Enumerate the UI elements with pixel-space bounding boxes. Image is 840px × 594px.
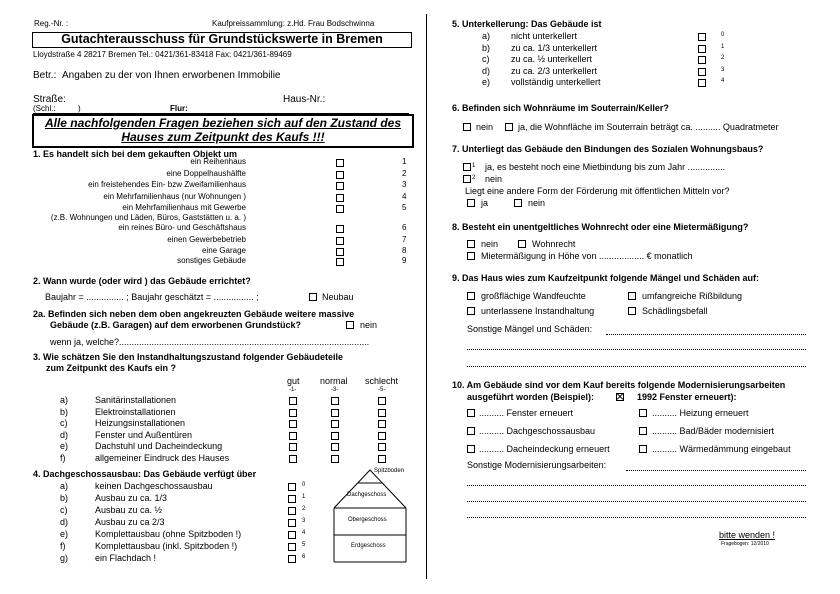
q10-line-2: ausgeführt worden (Beispiel):: [467, 392, 595, 402]
q4-option-label: Ausbau zu ca. ½: [95, 505, 163, 515]
q6-ja-checkbox[interactable]: [505, 123, 513, 131]
q4-option-letter: g): [60, 553, 69, 563]
q3-row-label: allgemeiner Eindruck des Hauses: [95, 452, 230, 463]
q4-option-number: 6: [302, 554, 306, 560]
q10-example-checked-box: [616, 393, 624, 401]
schl-label: (Schl.:: [33, 104, 56, 113]
q3-schlecht-checkbox[interactable]: [378, 455, 386, 463]
q7-opt2-label: nein: [485, 174, 503, 184]
notice-line-1: Alle nachfolgenden Fragen beziehen sich auf den Zustand des: [44, 116, 402, 130]
bitte-wenden: bitte wenden !: [719, 530, 776, 540]
q2-title: 2. Wann wurde (oder wird ) das Gebäude errichtet?: [33, 276, 251, 286]
q10-sonstige-line-1[interactable]: [626, 470, 806, 472]
q3-row-letter: e): [60, 441, 69, 451]
q8-wohnrecht-label: Wohnrecht: [532, 239, 576, 249]
q10-item-5: .......... Wärmedämmung eingebaut: [652, 444, 791, 454]
q2-neubau-checkbox[interactable]: [309, 293, 317, 301]
q5-option-checkbox[interactable]: [698, 45, 706, 53]
q4-option-checkbox[interactable]: [288, 495, 296, 503]
q3-col-gut: gut: [287, 376, 300, 386]
q9-sonstige-line-1[interactable]: [606, 334, 806, 336]
q1-option-number: 9: [402, 256, 407, 265]
q4-option-checkbox[interactable]: [288, 519, 296, 527]
q3-col-schlecht: schlecht: [365, 376, 399, 386]
q3-schlecht-checkbox[interactable]: [378, 420, 386, 428]
q1-option-number: 1: [402, 157, 407, 166]
q1-option-number: 3: [402, 180, 407, 189]
q2a-line-1: 2a. Befinden sich neben dem oben angekreuzten Gebäude weitere massive: [33, 309, 355, 319]
q3-code-normal: -3-: [331, 387, 339, 393]
q5-option-checkbox[interactable]: [698, 56, 706, 64]
q3-normal-checkbox[interactable]: [331, 409, 339, 417]
column-divider: [426, 14, 427, 579]
hausnr-label: Haus-Nr.:: [283, 94, 326, 105]
q3-gut-checkbox[interactable]: [289, 397, 297, 405]
q3-normal-checkbox[interactable]: [331, 420, 339, 428]
address-line: Lloydstraße 4 28217 Bremen Tel.: 0421/361-83418 Fax: 0421/361-89469: [33, 50, 292, 59]
q3-row-letter: a): [60, 395, 69, 405]
q5-title: 5. Unterkellerung: Das Gebäude ist: [452, 19, 602, 29]
q10-item-2: .......... Dachgeschossausbau: [479, 426, 596, 436]
q6-nein-label: nein: [476, 122, 494, 132]
q4-title: 4. Dachgeschossausbau: Das Gebäude verfügt über: [33, 469, 257, 479]
q5-option-number: 0: [721, 32, 725, 38]
house-diagram: [330, 466, 410, 566]
q3-schlecht-checkbox[interactable]: [378, 397, 386, 405]
q1-option-label[interactable]: ein Mehrfamilienhaus mit Gewerbe: [122, 203, 246, 212]
q7-ja-mietbindung-checkbox[interactable]: [463, 163, 471, 171]
q5-option-letter: a): [482, 31, 491, 41]
q3-row-label: Sanitärinstallationen: [95, 395, 177, 405]
q9-item-0: großflächige Wandfeuchte: [481, 291, 586, 301]
reg-nr-label: Reg.-Nr. :: [34, 19, 69, 28]
q4-option-letter: d): [60, 517, 69, 527]
q1-option-number: 2: [402, 169, 407, 178]
q3-code-gut: -1-: [289, 387, 297, 393]
q7-foerderung-ja: ja: [481, 198, 489, 208]
q2a-nein-checkbox[interactable]: [346, 321, 354, 329]
flur-label: Flur:: [170, 104, 188, 113]
house-erdgeschoss: Erdgeschoss: [351, 543, 386, 549]
q7-opt1-num: 1: [472, 163, 476, 169]
q3-gut-checkbox[interactable]: [289, 409, 297, 417]
q7-foerderung-ja-checkbox[interactable]: [467, 199, 475, 207]
q5-option-letter: b): [482, 42, 491, 53]
q1-option-label[interactable]: ein Mehrfamilienhaus (nur Wohnungen ): [103, 192, 246, 201]
strasse-label: Straße:: [33, 94, 66, 105]
q3-row-letter: b): [60, 406, 69, 417]
q3-line-2: zum Zeitpunkt des Kaufs ein ?: [46, 363, 177, 373]
q10-item-0: .......... Fenster erneuert: [479, 408, 574, 418]
q8-nein-label: nein: [481, 239, 499, 249]
q1-option-number: 8: [402, 246, 407, 255]
q10-sonstige-line-2[interactable]: [467, 485, 806, 487]
q1-option-checkbox[interactable]: [336, 258, 344, 266]
q4-option-label: Komplettausbau (ohne Spitzboden !): [95, 529, 242, 539]
q4-option-checkbox[interactable]: [288, 483, 296, 491]
q3-gut-checkbox[interactable]: [289, 432, 297, 440]
q10-bad-checkbox[interactable]: [639, 427, 647, 435]
q6-nein-checkbox[interactable]: [463, 123, 471, 131]
q4-option-letter: a): [60, 481, 69, 491]
q9-schaedling-checkbox[interactable]: [628, 307, 636, 315]
q10-fenster-checkbox[interactable]: [467, 409, 475, 417]
q4-option-letter: b): [60, 493, 69, 503]
q2-neubau-label: Neubau: [322, 292, 354, 302]
betr-text: Angaben zu der von Ihnen erworbenen Immobilie: [62, 70, 281, 81]
q4-option-letter: c): [60, 505, 68, 515]
q5-option-checkbox[interactable]: [698, 33, 706, 41]
q4-option-number: 5: [302, 542, 306, 548]
q3-gut-checkbox[interactable]: [289, 420, 297, 428]
q1-option-checkbox[interactable]: [336, 225, 344, 233]
q3-code-schlecht: -5-: [378, 387, 386, 393]
q5-option-letter: e): [482, 77, 491, 87]
q5-option-number: 1: [721, 43, 725, 50]
q7-nein-checkbox[interactable]: [463, 175, 471, 183]
q5-option-letter: c): [482, 54, 490, 64]
schl-close: ): [78, 104, 81, 113]
q9-item-1: umfangreiche Rißbildung: [642, 291, 743, 301]
q10-line-1: 10. Am Gebäude sind vor dem Kauf bereits folgende Modernisierungsarbeiten: [452, 380, 786, 390]
q6-title: 6. Befinden sich Wohnräume im Souterrain/Keller?: [452, 103, 669, 113]
q1-option-checkbox[interactable]: [336, 171, 344, 179]
q3-schlecht-checkbox[interactable]: [378, 443, 386, 451]
q5-option-label: nicht unterkellert: [511, 31, 578, 41]
q9-rissbildung-checkbox[interactable]: [628, 292, 636, 300]
page-title: Gutachterausschuss für Grundstückswerte in Bremen: [61, 32, 383, 46]
q10-dacheindeckung-checkbox[interactable]: [467, 445, 475, 453]
q5-option-label: zu ca. 1/3 unterkellert: [511, 42, 598, 53]
q3-normal-checkbox[interactable]: [331, 455, 339, 463]
q9-sonstige-line-3[interactable]: [467, 366, 806, 368]
q1-option-label[interactable]: einen Gewerbebetrieb: [167, 235, 246, 244]
q4-option-letter: f): [60, 541, 66, 551]
q5-option-number: 4: [721, 78, 725, 84]
q7-title: 7. Unterliegt das Gebäude den Bindungen des Sozialen Wohnungsbaus?: [452, 144, 764, 154]
q10-sonstige-line-3[interactable]: [467, 501, 806, 503]
q4-option-label: keinen Dachgeschossausbau: [95, 481, 213, 491]
q9-wandfeuchte-checkbox[interactable]: [467, 292, 475, 300]
q10-item-3: .......... Bad/Bäder modernisiert: [652, 426, 775, 436]
q4-option-label: Komplettausbau (inkl. Spitzboden !): [95, 541, 238, 551]
q1-option-checkbox[interactable]: [336, 194, 344, 202]
q3-row-letter: c): [60, 418, 68, 428]
q6-ja-label: ja, die Wohnfläche im Souterrain beträgt ca. .......... Quadratmeter: [518, 122, 779, 132]
q3-schlecht-checkbox[interactable]: [378, 432, 386, 440]
q7-foerderung-nein: nein: [528, 198, 546, 208]
betr-label: Betr.:: [33, 70, 57, 81]
q1-option-checkbox[interactable]: [336, 205, 344, 213]
q1-option-label[interactable]: (z.B. Wohnungen und Läden, Büros, Gaststätten u. a. ): [50, 213, 246, 222]
q8-miet-checkbox[interactable]: [467, 252, 475, 260]
q1-option-label[interactable]: eine Doppelhaushälfte: [166, 169, 246, 178]
q1-option-label[interactable]: ein freistehendes Ein- bzw Zweifamilienhaus: [88, 180, 246, 189]
q3-gut-checkbox[interactable]: [289, 455, 297, 463]
q1-option-checkbox[interactable]: [336, 159, 344, 167]
q8-nein-checkbox[interactable]: [467, 240, 475, 248]
q3-row-label: Dachstuhl und Dacheindeckung: [95, 441, 223, 451]
q1-option-number: 4: [402, 192, 407, 201]
q4-option-checkbox[interactable]: [288, 543, 296, 551]
house-obergeschoss: Obergeschoss: [348, 517, 387, 523]
q7-foerderung-nein-checkbox[interactable]: [514, 199, 522, 207]
q5-option-letter: d): [482, 65, 491, 76]
q5-option-checkbox[interactable]: [698, 79, 706, 87]
q4-option-label: Ausbau zu ca. 1/3: [95, 493, 168, 503]
q9-item-3: Schädlingsbefall: [642, 306, 708, 316]
q1-option-label[interactable]: ein reines Büro- und Geschäftshaus: [118, 223, 246, 232]
q3-row-label: Elektroinstallationen: [95, 406, 176, 417]
q2a-welche: wenn ja, welche?....................................................................................................: [50, 337, 370, 347]
q1-option-number: 5: [402, 203, 407, 212]
q9-sonstige-label: Sonstige Mängel und Schäden:: [467, 324, 593, 334]
q1-option-checkbox[interactable]: [336, 248, 344, 256]
q3-row-letter: f): [60, 452, 66, 463]
q4-option-number: 1: [302, 494, 306, 500]
q1-option-checkbox[interactable]: [336, 182, 344, 190]
q5-option-label: zu ca. ½ unterkellert: [511, 54, 593, 64]
notice-line-2: Hauses zum Zeitpunkt des Kaufs !!!: [121, 130, 325, 144]
house-dachgeschoss: Dachgeschoss: [347, 492, 387, 498]
q1-option-label[interactable]: eine Garage: [201, 246, 246, 255]
q7-opt2-num: 2: [472, 175, 476, 181]
q4-option-number: 4: [302, 530, 306, 536]
q3-schlecht-checkbox[interactable]: [378, 409, 386, 417]
q10-sonstige-line-4[interactable]: [467, 517, 806, 519]
q3-normal-checkbox[interactable]: [331, 443, 339, 451]
q10-heizung-checkbox[interactable]: [639, 409, 647, 417]
q9-title: 9. Das Haus wies zum Kaufzeitpunkt folgende Mängel und Schäden auf:: [452, 273, 760, 283]
q10-dachgeschoss-checkbox[interactable]: [467, 427, 475, 435]
q8-wohnrecht-checkbox[interactable]: [518, 240, 526, 248]
q4-option-checkbox[interactable]: [288, 531, 296, 539]
q10-item-1: .......... Heizung erneuert: [652, 408, 749, 418]
q3-normal-checkbox[interactable]: [331, 432, 339, 440]
q4-option-label: ein Flachdach !: [95, 553, 157, 563]
q3-line-1: 3. Wie schätzen Sie den Instandhaltungszustand folgender Gebäudeteile: [33, 352, 343, 362]
q3-col-normal: normal: [320, 376, 348, 386]
q8-title: 8. Besteht ein unentgeltliches Wohnrecht oder eine Mietermäßigung?: [452, 222, 749, 232]
q2-baujahr-line: Baujahr = ............... ; Baujahr geschätzt = ................ ;: [45, 292, 259, 302]
q4-option-checkbox[interactable]: [288, 555, 296, 563]
q3-row-label: Fenster und Außentüren: [95, 429, 193, 440]
q5-option-checkbox[interactable]: [698, 68, 706, 76]
q10-example: 1992 Fenster erneuert):: [637, 392, 737, 402]
q10-waermedaemmung-checkbox[interactable]: [639, 445, 647, 453]
q8-miet-label: Mietermäßigung in Höhe von .................. € monatlich: [481, 251, 693, 261]
q3-normal-checkbox[interactable]: [331, 397, 339, 405]
q7-foerderung-line: Liegt eine andere Form der Förderung mit öffentlichen Mitteln vor?: [465, 186, 730, 196]
q2a-line-2: Gebäude (z.B. Garagen) auf dem erworbenen Grundstück?: [50, 320, 302, 330]
q4-option-number: 3: [302, 518, 306, 524]
q1-option-label[interactable]: sonstiges Gebäude: [177, 256, 246, 265]
q9-item-2: unterlassene Instandhaltung: [481, 306, 595, 316]
q3-row-label: Heizungsinstallationen: [95, 418, 186, 428]
kaufpreis-label: Kaufpreissammlung: z.Hd. Frau Bodschwinna: [212, 19, 375, 28]
q5-option-label: vollständig unterkellert: [511, 77, 601, 87]
q10-item-4: .......... Dacheindeckung erneuert: [479, 444, 610, 454]
q2a-nein-label: nein: [360, 320, 378, 330]
q5-option-number: 2: [721, 55, 725, 61]
q4-option-number: 2: [302, 506, 306, 512]
q1-title: 1. Es handelt sich bei dem gekauften Objekt um: [33, 149, 238, 159]
q10-sonstige-label: Sonstige Modernisierungsarbeiten:: [467, 460, 607, 470]
q4-option-letter: e): [60, 529, 69, 539]
q3-row-letter: d): [60, 429, 69, 440]
fragebogen-version: Fragebogen: 12/2010: [721, 541, 769, 547]
q5-option-number: 3: [721, 66, 725, 73]
q9-instandhaltung-checkbox[interactable]: [467, 307, 475, 315]
q4-option-label: Ausbau zu ca 2/3: [95, 517, 165, 527]
q7-opt1-label: ja, es besteht noch eine Mietbindung bis zum Jahr ...............: [485, 162, 726, 172]
q1-option-number: 7: [402, 235, 407, 244]
q4-option-number: 0: [302, 482, 306, 488]
q4-option-checkbox[interactable]: [288, 507, 296, 515]
q1-option-label[interactable]: ein Reihenhaus: [190, 157, 246, 166]
q1-option-checkbox[interactable]: [336, 237, 344, 245]
q1-option-number: 6: [402, 223, 407, 232]
q5-option-label: zu ca. 2/3 unterkellert: [511, 65, 598, 76]
q3-gut-checkbox[interactable]: [289, 443, 297, 451]
house-spitzboden: Spitzboden: [374, 468, 405, 474]
q9-sonstige-line-2[interactable]: [467, 349, 806, 351]
